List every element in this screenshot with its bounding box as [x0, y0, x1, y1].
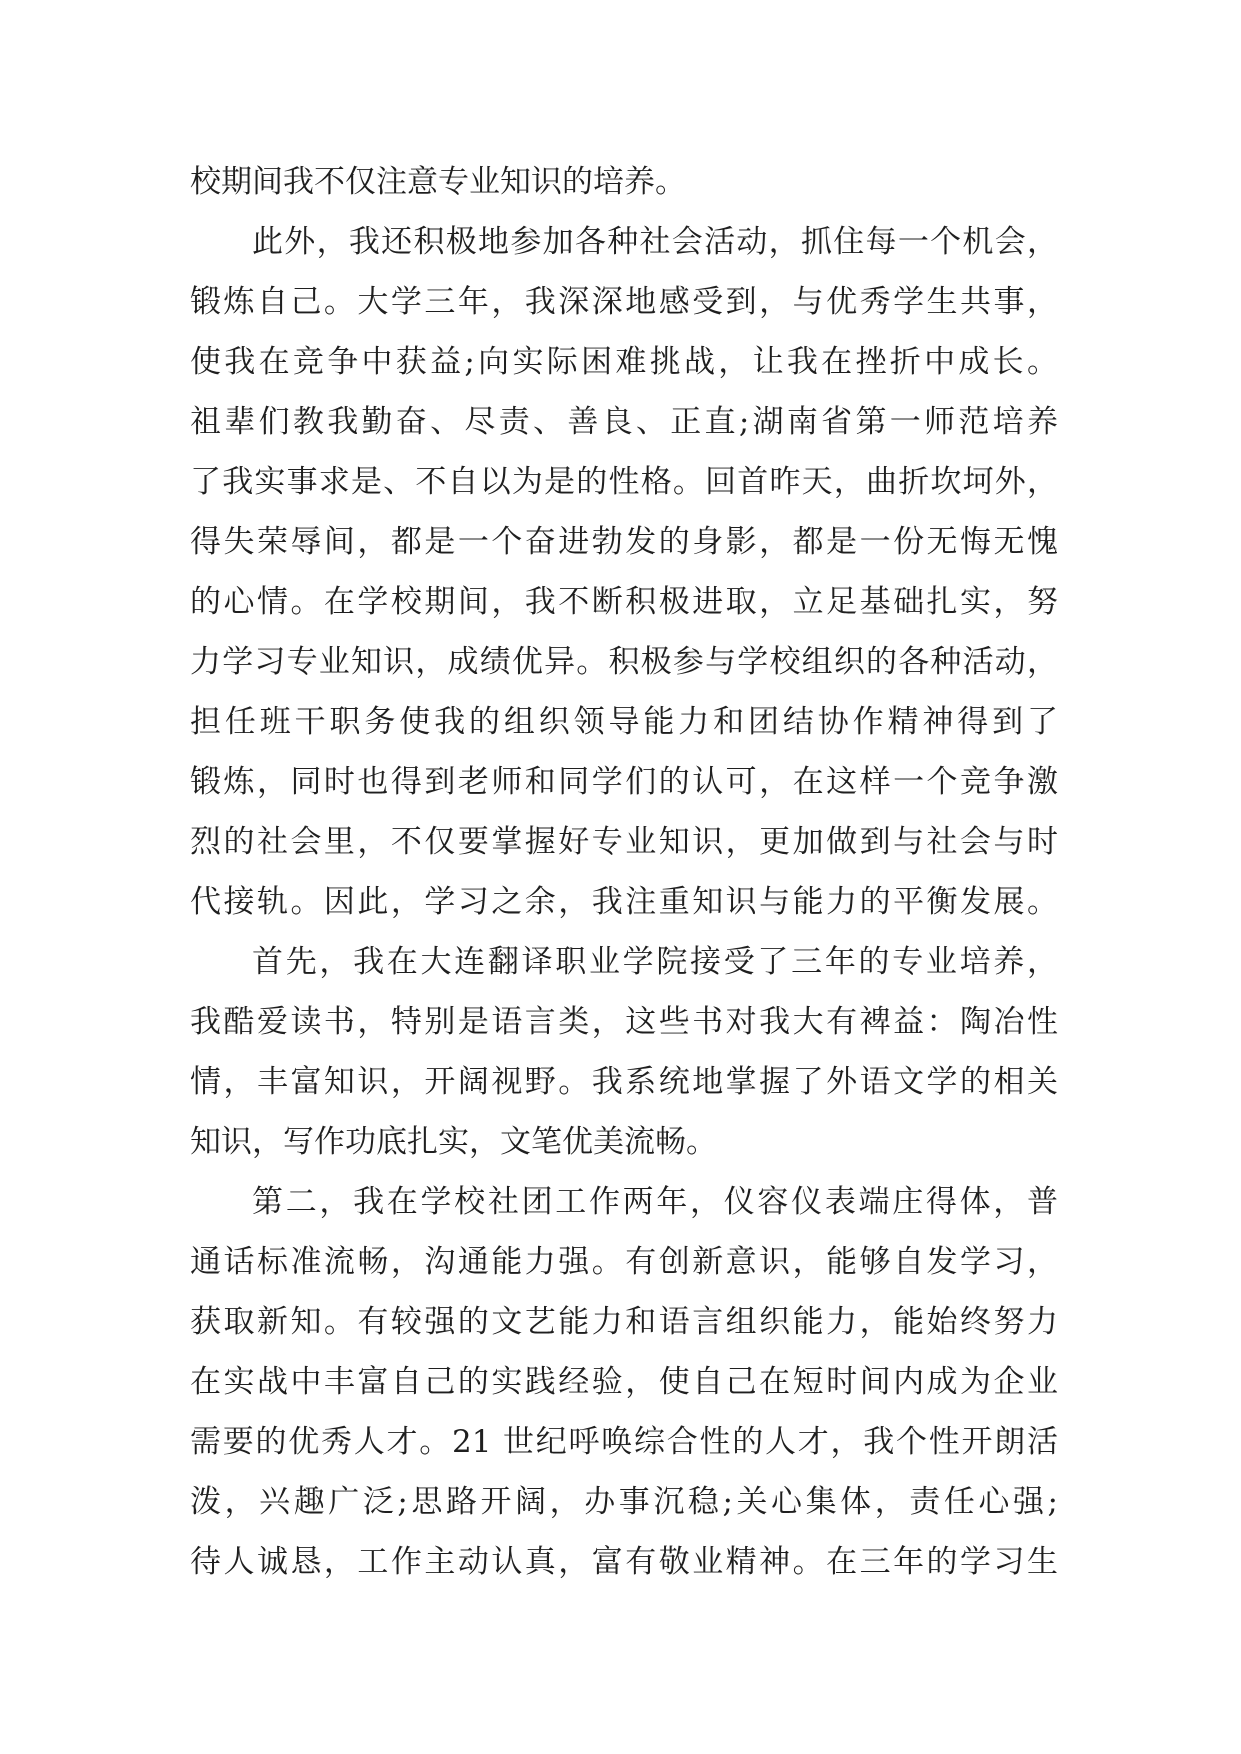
- text-line: 知识，写作功底扎实，文笔优美流畅。: [190, 1124, 717, 1160]
- text-line: 在实战中丰富自己的实践经验，使自己在短时间内成为企业: [190, 1364, 1058, 1400]
- text-line: 代接轨。因此，学习之余，我注重知识与能力的平衡发展。: [190, 884, 1058, 920]
- text-line: 需要的优秀人才。21 世纪呼唤综合性的人才，我个性开朗活: [190, 1424, 1058, 1460]
- text-line: 力学习专业知识，成绩优异。积极参与学校组织的各种活动，: [190, 644, 1058, 680]
- text-line: 锻炼自己。大学三年，我深深地感受到，与优秀学生共事，: [190, 284, 1058, 320]
- paragraph-start-line: 此外，我还积极地参加各种社会活动，抓住每一个机会，: [252, 224, 1058, 260]
- text-line: 烈的社会里，不仅要掌握好专业知识，更加做到与社会与时: [190, 824, 1058, 860]
- text-line: 校期间我不仅注意专业知识的培养。: [190, 164, 686, 200]
- text-line: 得失荣辱间，都是一个奋进勃发的身影，都是一份无悔无愧: [190, 524, 1058, 560]
- text-line: 的心情。在学校期间，我不断积极进取，立足基础扎实，努: [190, 584, 1058, 620]
- text-line: 祖辈们教我勤奋、尽责、善良、正直;湖南省第一师范培养: [190, 404, 1058, 440]
- text-line: 我酷爱读书，特别是语言类，这些书对我大有裨益：陶冶性: [190, 1004, 1058, 1040]
- text-line: 通话标准流畅，沟通能力强。有创新意识，能够自发学习，: [190, 1244, 1058, 1280]
- paragraph-start-line: 第二，我在学校社团工作两年，仪容仪表端庄得体，普: [252, 1184, 1058, 1220]
- text-line: 情，丰富知识，开阔视野。我系统地掌握了外语文学的相关: [190, 1064, 1058, 1100]
- text-line: 担任班干职务使我的组织领导能力和团结协作精神得到了: [190, 704, 1058, 740]
- text-line: 了我实事求是、不自以为是的性格。回首昨天，曲折坎坷外，: [190, 464, 1058, 500]
- paragraph-start-line: 首先，我在大连翻译职业学院接受了三年的专业培养，: [252, 944, 1058, 980]
- text-line: 使我在竞争中获益;向实际困难挑战，让我在挫折中成长。: [190, 344, 1058, 380]
- text-line: 泼，兴趣广泛;思路开阔，办事沉稳;关心集体，责任心强;: [190, 1484, 1058, 1520]
- body-text: [190, 152, 1058, 1592]
- text-line: 待人诚恳，工作主动认真，富有敬业精神。在三年的学习生: [190, 1544, 1058, 1580]
- text-line: 锻炼，同时也得到老师和同学们的认可，在这样一个竞争激: [190, 764, 1058, 800]
- text-line: 获取新知。有较强的文艺能力和语言组织能力，能始终努力: [190, 1304, 1058, 1340]
